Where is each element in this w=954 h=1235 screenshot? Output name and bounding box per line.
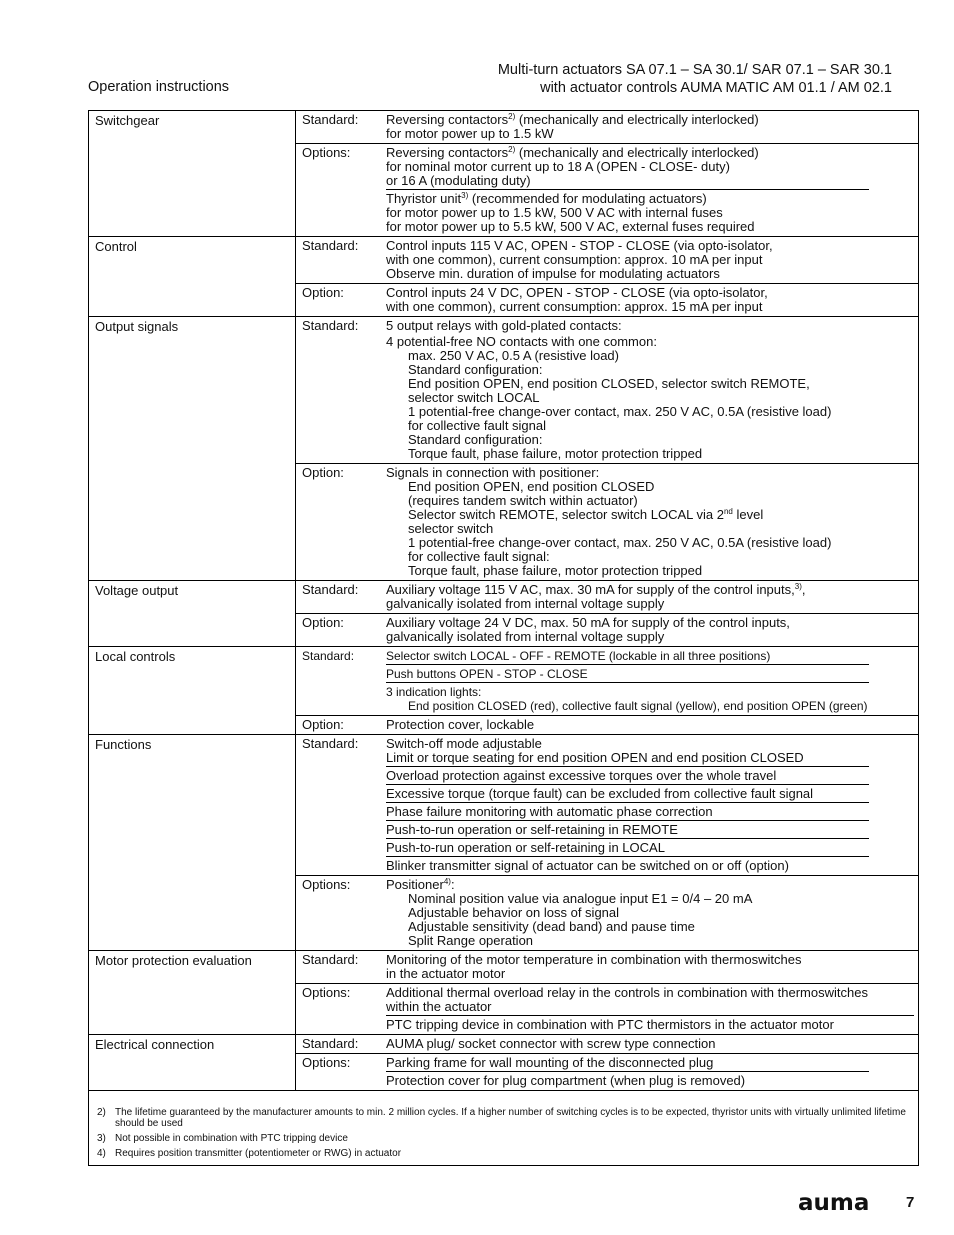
value-text: Selector switch LOCAL - OFF - REMOTE (lockable in all three positions) (386, 649, 869, 665)
value-text: Limit or torque seating for end position OPEN and end position CLOSED (386, 750, 804, 765)
row-value (386, 951, 918, 984)
value-text: Overload protection against excessive torques over the whole travel (386, 769, 869, 785)
value-text: Selector switch REMOTE, selector switch LOCAL via 2 (408, 507, 724, 522)
value-text: Parking frame for wall mounting of the disconnected plug (386, 1056, 869, 1072)
value-text: (mechanically and electrically interlocked) (515, 145, 759, 160)
row-type: Standard: (296, 951, 387, 984)
footnote-ref: 4) (443, 877, 451, 886)
row-value (386, 284, 918, 317)
value-text: (requires tandem switch within actuator) (408, 493, 638, 508)
value-text: Push-to-run operation or self-retaining in REMOTE (386, 823, 869, 839)
value-text: Auxiliary voltage 115 V AC, max. 30 mA for supply of the control inputs, (386, 582, 795, 597)
row-value (386, 984, 918, 1035)
value-text: for collective fault signal: (408, 549, 550, 564)
row-type: Option: (296, 614, 387, 647)
footnote-number: 2) (97, 1107, 106, 1118)
row-value (386, 581, 918, 614)
row-label: Electrical connection (89, 1035, 296, 1091)
subtitle-line-2: with actuator controls AUMA MATIC AM 01.1 / AM 02.1 (540, 80, 892, 96)
row-label: Local controls (89, 647, 296, 735)
footnote-ref: 2) (508, 145, 516, 154)
value-text: Reversing contactors (386, 145, 509, 160)
value-text: or 16 A (modulating duty) (386, 173, 531, 188)
table-row (89, 237, 918, 284)
row-label: Motor protection evaluation (89, 951, 296, 1035)
value-text: Adjustable sensitivity (dead band) and pause time (408, 919, 695, 934)
value-text: for motor power up to 1.5 kW, 500 V AC with internal fuses (386, 205, 723, 220)
document-title: Operation instructions (88, 79, 230, 95)
row-value (386, 614, 918, 647)
value-text: PTC tripping device in combination with PTC thermistors in the actuator motor (386, 1017, 834, 1032)
row-value (386, 876, 918, 951)
value-text: for motor power up to 1.5 kW (386, 126, 554, 141)
value-text: End position OPEN, end position CLOSED (408, 479, 655, 494)
subtitle-line-1: Multi-turn actuators SA 07.1 – SA 30.1/ SAR 07.1 – SAR 30.1 (497, 62, 892, 78)
superscript: nd (723, 507, 733, 516)
value-text: (mechanically and electrically interlocked) (515, 112, 759, 127)
footnote (97, 1107, 910, 1129)
row-type: Standard: (296, 317, 387, 464)
spec-table (89, 111, 918, 1091)
value-text: Push buttons OPEN - STOP - CLOSE (386, 667, 869, 683)
footnote-ref: 3) (794, 582, 802, 591)
row-type: Option: (296, 284, 387, 317)
value-text: : (450, 877, 455, 892)
table-row (89, 951, 918, 984)
value-text: Control inputs 115 V AC, OPEN - STOP - CLOSE (via opto-isolator, (386, 238, 773, 253)
value-text: with one common), current consumption: approx. 15 mA per input (386, 299, 763, 314)
value-text: Protection cover, lockable (386, 717, 535, 732)
row-value (386, 647, 918, 716)
value-text: within the actuator (386, 999, 492, 1014)
value-text: for motor power up to 5.5 kW, 500 V AC, external fuses required (386, 219, 755, 234)
row-value (386, 144, 918, 237)
value-text: for nominal motor current up to 18 A (OPEN - CLOSE- duty) (386, 159, 730, 174)
row-label: Voltage output (89, 581, 296, 647)
value-text: 5 output relays with gold-plated contacts: (386, 318, 622, 333)
value-text: Thyristor unit (386, 191, 462, 206)
value-text: level (732, 507, 764, 522)
row-label: Output signals (89, 317, 296, 581)
row-label: Functions (89, 735, 296, 951)
value-text: selector switch LOCAL (408, 390, 540, 405)
row-value (386, 716, 918, 735)
row-type: Standard: (296, 581, 387, 614)
value-text: Additional thermal overload relay in the controls in combination with thermoswitches (386, 985, 868, 1000)
row-value (386, 1035, 918, 1054)
row-label: Switchgear (89, 111, 296, 237)
value-text: with one common), current consumption: approx. 10 mA per input (386, 252, 763, 267)
value-text: Split Range operation (408, 933, 534, 948)
row-type: Standard: (296, 647, 387, 716)
value-text: 1 potential-free change-over contact, max. 250 V AC, 0.5A (resistive load) (408, 404, 832, 419)
value-text: Reversing contactors (386, 112, 509, 127)
value-text: max. 250 V AC, 0.5 A (resistive load) (408, 348, 619, 363)
document-subtitle (498, 61, 892, 97)
value-text: in the actuator motor (386, 966, 506, 981)
footnote-ref: 3) (461, 191, 469, 200)
value-text: Protection cover for plug compartment (when plug is removed) (386, 1073, 746, 1088)
footnote (97, 1133, 910, 1144)
auma-logo: auma (798, 1190, 870, 1216)
row-type: Options: (296, 876, 387, 951)
value-text: End position CLOSED (red), collective fault signal (yellow), end position OPEN (green) (408, 699, 868, 713)
row-type: Option: (296, 464, 387, 581)
value-text: selector switch (408, 521, 494, 536)
value-text: Push-to-run operation or self-retaining in LOCAL (386, 841, 869, 857)
row-type: Standard: (296, 735, 387, 876)
table-row (89, 317, 918, 464)
table-row (89, 111, 918, 144)
value-text: 4 potential-free NO contacts with one common: (386, 334, 657, 349)
row-value (386, 237, 918, 284)
value-text: Auxiliary voltage 24 V DC, max. 50 mA for supply of the control inputs, (386, 615, 790, 630)
spec-table-frame (88, 110, 919, 1166)
value-text: Switch-off mode adjustable (386, 736, 542, 751)
table-row (89, 1035, 918, 1054)
value-text: Control inputs 24 V DC, OPEN - STOP - CLOSE (via opto-isolator, (386, 285, 768, 300)
row-type: Options: (296, 144, 387, 237)
footnote-number: 3) (97, 1133, 106, 1144)
row-value (386, 735, 918, 876)
footnote-text: Requires position transmitter (potentiometer or RWG) in actuator (115, 1148, 402, 1159)
value-text: galvanically isolated from internal voltage supply (386, 629, 665, 644)
row-value (386, 111, 918, 144)
row-label: Control (89, 237, 296, 317)
value-text: Standard configuration: (408, 362, 543, 377)
value-text: , (801, 582, 806, 597)
value-text: End position OPEN, end position CLOSED, selector switch REMOTE, (408, 376, 810, 391)
value-text: AUMA plug/ socket connector with screw type connection (386, 1036, 716, 1051)
value-text: Torque fault, phase failure, motor protection tripped (408, 563, 703, 578)
value-text: Nominal position value via analogue input E1 = 0/4 – 20 mA (408, 891, 753, 906)
row-type: Options: (296, 984, 387, 1035)
value-text: 1 potential-free change-over contact, max. 250 V AC, 0.5A (resistive load) (408, 535, 832, 550)
row-type: Standard: (296, 1035, 387, 1054)
row-value (386, 464, 918, 581)
table-row (89, 581, 918, 614)
value-text: Excessive torque (torque fault) can be excluded from collective fault signal (386, 787, 869, 803)
value-text: Signals in connection with positioner: (386, 465, 600, 480)
footnote-ref: 2) (508, 112, 516, 121)
row-value (386, 1054, 918, 1091)
value-text: galvanically isolated from internal voltage supply (386, 596, 665, 611)
value-text: (recommended for modulating actuators) (468, 191, 707, 206)
value-text: Phase failure monitoring with automatic phase correction (386, 805, 869, 821)
footnote-text: Not possible in combination with PTC tripping device (115, 1133, 348, 1144)
value-text: for collective fault signal (408, 418, 547, 433)
row-type: Standard: (296, 237, 387, 284)
footnote (97, 1148, 910, 1159)
table-row (89, 735, 918, 876)
table-row (89, 647, 918, 716)
footnote-text: The lifetime guaranteed by the manufacturer amounts to min. 2 million cycles. If a higher number of switching cycles is to be expected, thyristor units with virtually unlimited lifetime should be used (115, 1107, 906, 1129)
footnotes (89, 1091, 918, 1165)
row-type: Options: (296, 1054, 387, 1091)
value-text: Positioner (386, 877, 444, 892)
value-text: Adjustable behavior on loss of signal (408, 905, 620, 920)
value-text: Blinker transmitter signal of actuator can be switched on or off (option) (386, 858, 789, 873)
footnote-number: 4) (97, 1148, 106, 1159)
value-text: Torque fault, phase failure, motor protection tripped (408, 446, 703, 461)
row-type: Standard: (296, 111, 387, 144)
row-type: Option: (296, 716, 387, 735)
row-value (386, 317, 918, 464)
page-number: 7 (906, 1194, 915, 1211)
value-text: Standard configuration: (408, 432, 543, 447)
value-text: Monitoring of the motor temperature in combination with thermoswitches (386, 952, 802, 967)
value-text: Observe min. duration of impulse for modulating actuators (386, 266, 720, 281)
value-text: 3 indication lights: (386, 685, 482, 699)
